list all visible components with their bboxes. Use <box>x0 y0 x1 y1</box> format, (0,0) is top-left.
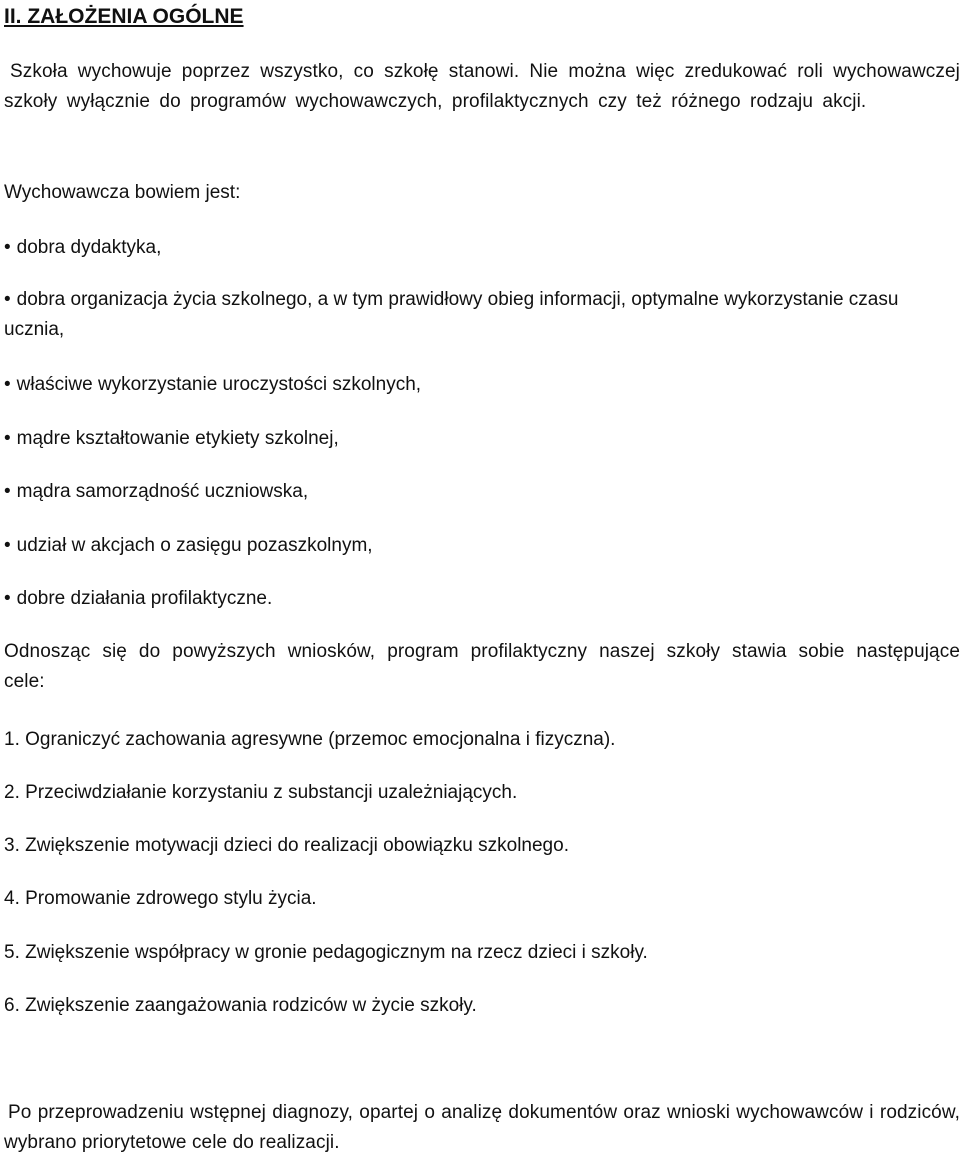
section-heading: II. ZAŁOŻENIA OGÓLNE <box>4 5 244 28</box>
bullet-icon: • <box>4 535 11 556</box>
bullet-item <box>4 372 421 398</box>
bullet-text: dobra dydaktyka, <box>16 237 162 258</box>
bullet-icon: • <box>4 428 11 449</box>
bullet-item <box>4 586 272 612</box>
bullet-icon: • <box>4 481 11 502</box>
bullet-item <box>4 235 161 261</box>
bullet-icon: • <box>4 374 11 395</box>
goal-item: 1. Ograniczyć zachowania agresywne (przemoc emocjonalna i fizyczna). <box>4 729 616 750</box>
bullet-item <box>4 533 373 559</box>
bullet-icon: • <box>4 237 11 258</box>
bullet-item <box>4 285 960 345</box>
bullet-text: mądre kształtowanie etykiety szkolnej, <box>16 428 339 449</box>
goal-item: 3. Zwiększenie motywacji dzieci do realizacji obowiązku szkolnego. <box>4 835 569 856</box>
bullet-text: dobra organizacja życia szkolnego, a w tym prawidłowy obieg informacji, optymalne wykorzystanie czasu ucznia, <box>4 289 899 340</box>
closing-paragraph: Po przeprowadzeniu wstępnej diagnozy, opartej o analizę dokumentów oraz wnioski wychowawców i rodziców, wybrano priorytetowe cele do realizacji. <box>4 1102 960 1153</box>
bullet-icon: • <box>4 289 11 310</box>
bullet-text: mądra samorządność uczniowska, <box>16 481 309 502</box>
bullet-text: udział w akcjach o zasięgu pozaszkolnym, <box>16 535 373 556</box>
goal-item: 5. Zwiększenie współpracy w gronie pedagogicznym na rzecz dzieci i szkoły. <box>4 942 648 963</box>
bullet-item <box>4 479 308 505</box>
goals-intro-paragraph: Odnosząc się do powyższych wniosków, program profilaktyczny naszej szkoły stawia sobie następujące cele: <box>4 641 960 692</box>
lead-in-text: Wychowawcza bowiem jest: <box>4 182 241 203</box>
goal-item: 6. Zwiększenie zaangażowania rodziców w życie szkoły. <box>4 995 477 1016</box>
intro-paragraph: Szkoła wychowuje poprzez wszystko, co szkołę stanowi. Nie można więc zredukować roli wychowawczej szkoły wyłącznie do programów wychowawczych, profilaktycznych czy też różnego rodzaju akcji. <box>4 61 960 112</box>
bullet-text: właściwe wykorzystanie uroczystości szkolnych, <box>16 374 422 395</box>
bullet-icon: • <box>4 588 11 609</box>
goal-item: 4. Promowanie zdrowego stylu życia. <box>4 888 317 909</box>
bullet-item <box>4 426 339 452</box>
goal-item: 2. Przeciwdziałanie korzystaniu z substancji uzależniających. <box>4 782 518 803</box>
bullet-text: dobre działania profilaktyczne. <box>16 588 273 609</box>
